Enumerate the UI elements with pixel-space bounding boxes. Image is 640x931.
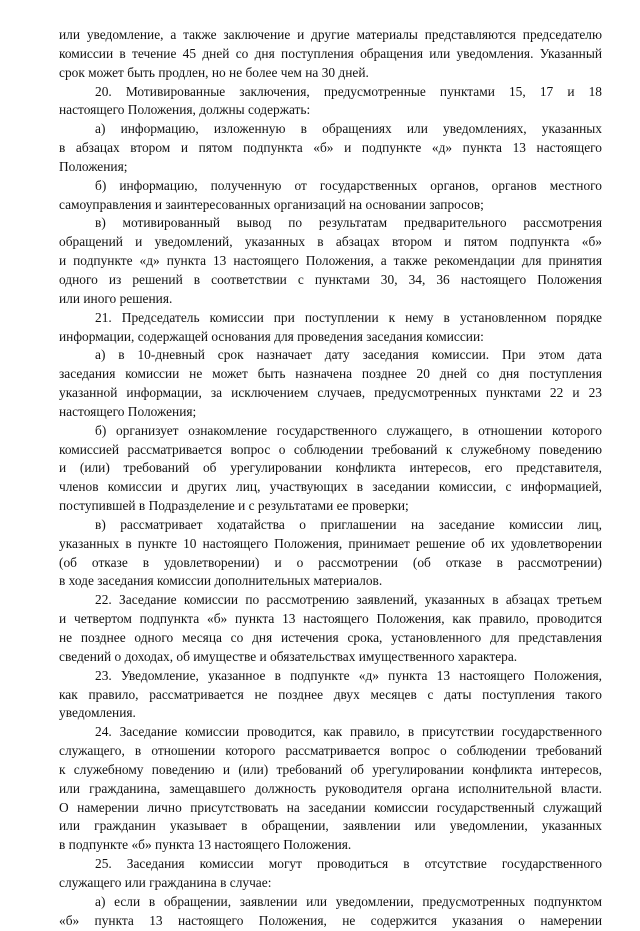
text-line: 21. Председатель комиссии при поступлении к нему в установленном порядке [95, 309, 602, 325]
text-line: 25. Заседания комиссии могут проводиться в отсутствие государственного [95, 856, 602, 872]
text-line: заседания комиссии не может быть назначена позднее 20 дней со дня поступления [59, 366, 602, 382]
text-line: б) информацию, полученную от государственных органов, органов местного [95, 177, 602, 193]
text-line: служащего или гражданина в случае: [59, 874, 272, 890]
text-line: или иного решения. [59, 290, 173, 306]
text-line: служащего, в отношении которого рассматривается вопрос о соблюдении требований [59, 743, 602, 759]
text-line: в) рассматривает ходатайства о приглашении на заседание комиссии лиц, [95, 516, 602, 532]
text-line: самоуправления и заинтересованных организаций на основании запросов; [59, 196, 484, 212]
text-line: 24. Заседание комиссии проводится, как правило, в присутствии государственного [95, 724, 602, 740]
text-line: информации, содержащей основания для проведения заседания комиссии: [59, 328, 484, 344]
text-line: указанных в пункте 10 настоящего Положения, принимает решение об их удовлетворении [59, 535, 602, 551]
text-line: в) мотивированный вывод по результатам предварительного рассмотрения [95, 215, 602, 231]
text-line: настоящего Положения, должны содержать: [59, 102, 311, 118]
text-line: 22. Заседание комиссии по рассмотрению заявлений, указанных в абзацах третьем [95, 592, 602, 608]
text-line: или гражданина, замещавшего должность руководителя органа исполнительной власти. [59, 780, 602, 796]
text-line: настоящего Положения; [59, 403, 197, 419]
text-line: к служебному поведению и (или) требований об урегулировании конфликта интересов, [59, 761, 602, 777]
text-line: указанной информации, за исключением случаев, предусмотренных пунктами 22 и 23 [59, 385, 602, 401]
text-line: сведений о доходах, об имуществе и обязательствах имущественного характера. [59, 648, 518, 664]
text-line: а) если в обращении, заявлении или уведомлении, предусмотренных подпунктом [95, 893, 602, 909]
text-line: б) организует ознакомление государственного служащего, в отношении которого [95, 422, 602, 438]
text-line: (об отказе в удовлетворении) и о рассмотрении (об отказе в рассмотрении) [59, 554, 602, 570]
text-line: в ходе заседания комиссии дополнительных материалов. [59, 573, 383, 589]
text-line: не позднее одного месяца со дня истечения срока, установленного для представления [59, 630, 602, 645]
text-line: обращений и уведомлений, указанных в абзацах втором и пятом подпункта «б» [59, 234, 602, 250]
text-line: членов комиссии и других лиц, участвующих в заседании комиссии, с информацией, [59, 479, 602, 495]
text-line: «б» пункта 13 настоящего Положения, не содержится указания о намерении [59, 912, 602, 928]
text-line: комиссией рассматривается вопрос о соблюдении требований к служебному поведению [59, 441, 602, 457]
text-line: в подпункте «б» пункта 13 настоящего Положения. [59, 837, 352, 853]
text-line: поступившей в Подразделение и с результатами ее проверки; [59, 498, 409, 514]
text-line: О намерении лично присутствовать на заседании комиссии государственный служащий [59, 799, 602, 815]
text-line: срок может быть продлен, но не более чем на 30 дней. [59, 64, 369, 80]
text-line: или гражданин указывает в обращении, заявлении или уведомлении, указанных [59, 818, 602, 834]
text-line: как правило, рассматривается не позднее двух месяцев с даты поступления такого [59, 686, 602, 702]
text-line: а) в 10-дневный срок назначает дату заседания комиссии. При этом дата [95, 347, 602, 363]
text-line: а) информацию, изложенную в обращениях или уведомлениях, указанных [95, 121, 602, 137]
text-line: 20. Мотивированные заключения, предусмотренные пунктами 15, 17 и 18 [95, 83, 602, 99]
text-line: и (или) требований об урегулировании конфликта интересов, его представителя, [59, 460, 602, 476]
text-line: одного из решений в соответствии с пунктами 30, 34, 36 настоящего Положения [59, 271, 602, 287]
text-line: уведомления. [59, 705, 136, 721]
text-line: и четвертом подпункта «б» пункта 13 настоящего Положения, как правило, проводится [59, 611, 602, 627]
text-line: в абзацах втором и пятом подпункта «б» и подпункте «д» пункта 13 настоящего [59, 140, 602, 156]
text-line: Положения; [59, 158, 128, 174]
text-line: или уведомление, а также заключение и другие материалы представляются председателю [59, 27, 602, 42]
text-line: 23. Уведомление, указанное в подпункте «д» пункта 13 настоящего Положения, [95, 667, 602, 683]
text-line: и подпункте «д» пункта 13 настоящего Положения, а также рекомендации для принятия [59, 253, 602, 269]
text-line: комиссии в течение 45 дней со дня поступления обращения или уведомления. Указанный [59, 45, 602, 61]
